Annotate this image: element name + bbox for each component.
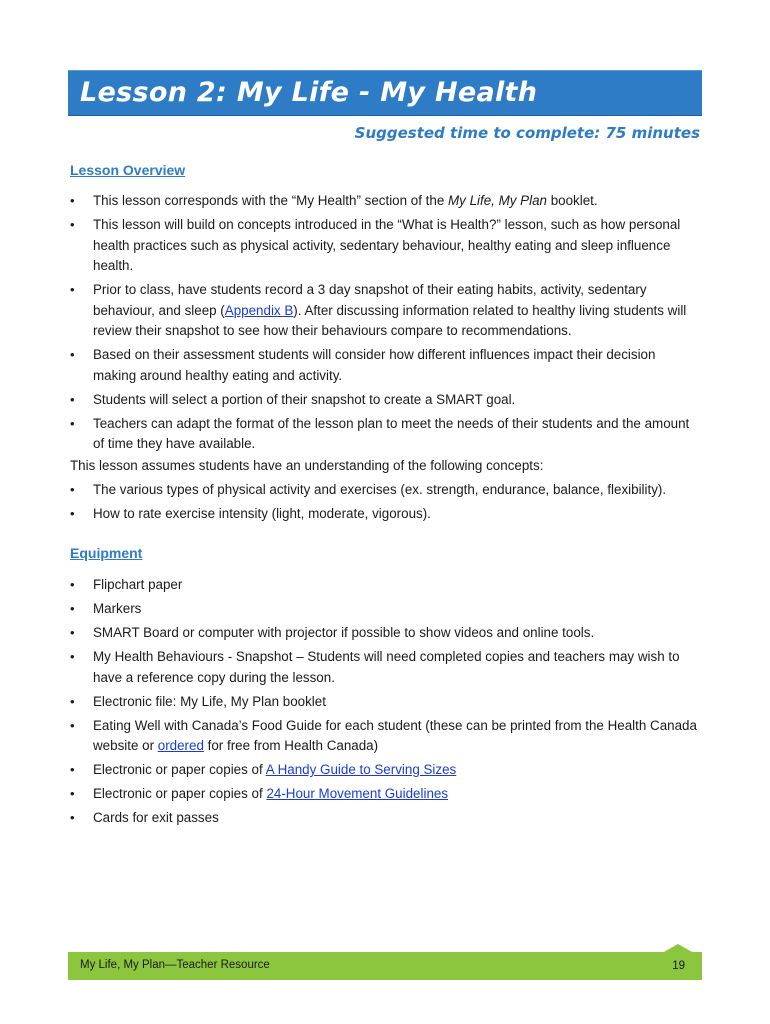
list-item: • Electronic or paper copies of 24-Hour Movement Guidelines <box>70 784 700 805</box>
list-item: • Markers <box>70 599 700 620</box>
concepts-intro: This lesson assumes students have an understanding of the following concepts: <box>70 458 544 473</box>
list-item: • How to rate exercise intensity (light, moderate, vigorous). <box>70 504 700 525</box>
lesson-title: Lesson 2: My Life - My Health <box>80 77 538 108</box>
booklet-title: My Life, My Plan <box>448 193 547 208</box>
list-item: • Electronic file: My Life, My Plan booklet <box>70 692 700 713</box>
concepts-list <box>70 480 700 528</box>
list-item: • Cards for exit passes <box>70 808 700 829</box>
list-item: • SMART Board or computer with projector if possible to show videos and online tools. <box>70 623 700 644</box>
list-item: • The various types of physical activity and exercises (ex. strength, endurance, balance, flexibility). <box>70 480 700 501</box>
list-item: • This lesson corresponds with the “My Health” section of the My Life, My Plan booklet. <box>70 191 700 212</box>
list-item: • Teachers can adapt the format of the lesson plan to meet the needs of their students and the amount of time they have available. <box>70 414 700 455</box>
footer-resource-title: My Life, My Plan—Teacher Resource <box>80 959 270 971</box>
list-item: • Eating Well with Canada’s Food Guide for each student (these can be printed from the Health Canada website or ordered for free from Health Canada) <box>70 716 700 757</box>
lesson-title-bar <box>68 70 702 116</box>
appendix-b-link[interactable]: Appendix B <box>224 302 294 318</box>
page-footer <box>68 952 702 980</box>
equipment-heading: Equipment <box>70 545 143 561</box>
page-number: 19 <box>672 960 685 972</box>
equipment-list <box>70 575 700 832</box>
list-item: • My Health Behaviours - Snapshot – Students will need completed copies and teachers may wish to have a reference copy during the lesson. <box>70 647 700 688</box>
list-item: • Prior to class, have students record a 3 day snapshot of their eating habits, activity, sedentary behaviour, and sleep (Appendix B). After discussing information related to healthy living students will review their snapshot to see how their behaviours compare to recommendations. <box>70 280 700 342</box>
list-item: • Flipchart paper <box>70 575 700 596</box>
overview-list <box>70 191 700 458</box>
suggested-time: Suggested time to complete: 75 minutes <box>354 124 700 142</box>
movement-guidelines-link[interactable]: 24-Hour Movement Guidelines <box>266 786 449 801</box>
serving-sizes-link[interactable]: A Handy Guide to Serving Sizes <box>265 762 457 777</box>
list-item: • Electronic or paper copies of A Handy Guide to Serving Sizes <box>70 760 700 781</box>
lesson-overview-heading: Lesson Overview <box>70 162 186 178</box>
list-item: • This lesson will build on concepts introduced in the “What is Health?” lesson, such as how personal health practices such as physical activity, sedentary behaviour, healthy eating and sleep influence health. <box>70 215 700 277</box>
list-item: • Based on their assessment students will consider how different influences impact their decision making around healthy eating and activity. <box>70 345 700 386</box>
ordered-link[interactable]: ordered <box>157 738 204 753</box>
list-item: • Students will select a portion of their snapshot to create a SMART goal. <box>70 390 700 411</box>
